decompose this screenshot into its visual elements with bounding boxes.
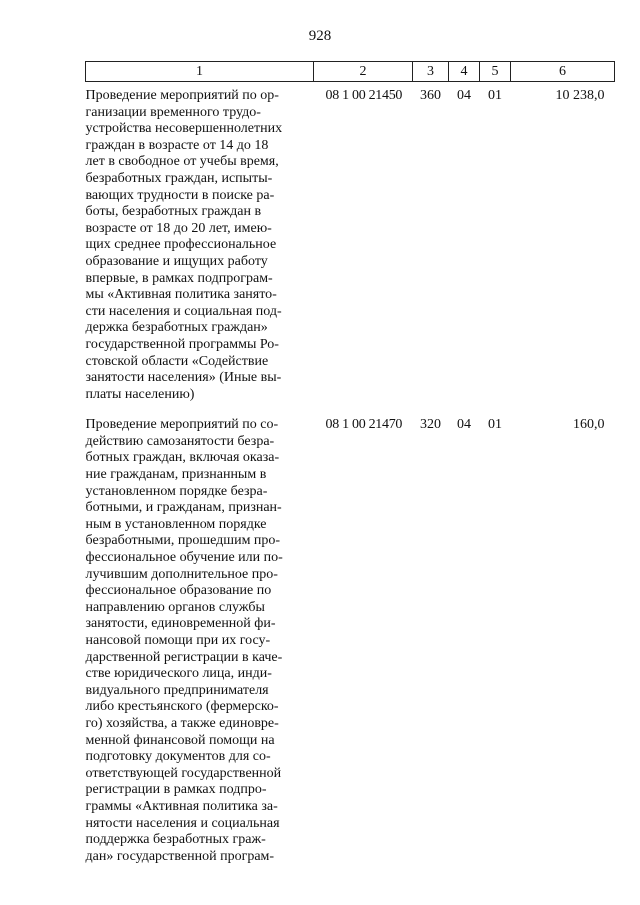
budget-table [85,61,615,865]
description-line: стовской области «Содействие [85,353,269,369]
row-code: 08 1 00 21470 [325,417,403,433]
description-line: ганизации временного трудо- [85,104,261,120]
row-col-4: 04 [457,417,471,433]
description-line: образование и ищущих работу [85,253,268,269]
description-line: дан» государственной програм- [85,848,275,864]
header-row [86,62,615,82]
description-line: стве юридического лица, инди- [85,666,272,682]
description-line: ным в установленном порядке [85,516,267,532]
description-line: регистрации в рамках подпро- [85,782,267,798]
description-line: ботными, и гражданам, признан- [85,500,282,516]
description-line: занятости, единовременной фи- [85,616,276,632]
row-description [86,417,314,865]
header-col-1: 1 [86,62,314,82]
header-col-5: 5 [480,62,511,82]
description-line: впервые, в рамках подпрограм- [85,270,273,286]
description-line: либо крестьянского (фермерско- [85,699,279,715]
page-number: 928 [308,28,332,44]
table-row [86,82,615,418]
row-col-4: 04 [457,88,471,103]
description-line: направлению органов службы [85,599,265,615]
row-col-5: 01 [488,417,502,433]
table-row [86,417,615,865]
description-line: фессиональное обучение или по- [85,550,283,566]
description-line: безработных граждан, испыты- [85,170,273,186]
row-amount: 10 238,0 [555,88,605,103]
description-line: го) хозяйства, а также единовре- [85,715,279,731]
description-line: щих среднее профессиональное [85,237,277,253]
description-line: возрасте от 18 до 20 лет, имею- [85,220,272,236]
header-col-4: 4 [449,62,480,82]
description-line: ние гражданам, признанным в [85,467,267,483]
description-line: нятости населения и социальная [85,815,280,831]
description-line: поддержка безработных граж- [85,832,266,848]
row-code: 08 1 00 21450 [325,88,403,103]
description-line: ботных граждан, включая оказа- [85,450,280,466]
row-col-5: 01 [488,88,502,103]
description-line: безработными, прошедшим про- [85,533,281,549]
description-line: устройства несовершеннолетних [85,121,283,137]
description-line: Проведение мероприятий по со- [85,417,279,433]
description-line: платы населению) [85,386,195,402]
description-line: граждан в возрасте от 14 до 18 [85,137,269,153]
description-line: сти населения и социальная под- [85,303,282,319]
description-line: нансовой помощи при их госу- [85,633,271,648]
description-line: фессиональное образование по [85,583,272,599]
description-line: менной финансовой помощи на [85,732,275,748]
row-col-3: 360 [420,88,441,103]
description-line: действию самозанятости безра- [85,433,275,449]
row-col-3: 320 [420,417,441,433]
description-line: государственной программы Ро- [85,336,279,352]
description-line: мы «Активная политика занято- [85,287,277,303]
description-line: дарственной регистрации в каче- [85,649,283,665]
description-line: вающих трудности в поиске ра- [85,187,275,203]
description-line: лучившим дополнительное про- [85,566,278,582]
description-line: установленном порядке безра- [85,483,268,499]
description-line: Проведение мероприятий по ор- [85,88,279,103]
description-line: боты, безработных граждан в [85,204,262,220]
description-line: ответствующей государственной [85,765,282,781]
description-line: занятости населения» (Иные вы- [85,370,282,386]
description-line: лет в свободное от учебы время, [85,154,279,170]
row-description [86,82,314,418]
header-col-6: 6 [511,62,615,82]
header-col-3: 3 [413,62,449,82]
row-amount: 160,0 [573,417,605,433]
description-line: подготовку документов для со- [85,749,271,765]
description-line: видуального предпринимателя [85,682,269,698]
description-line: граммы «Активная политика за- [85,798,278,814]
description-line: держка безработных граждан» [85,320,268,336]
header-col-2: 2 [314,62,413,82]
